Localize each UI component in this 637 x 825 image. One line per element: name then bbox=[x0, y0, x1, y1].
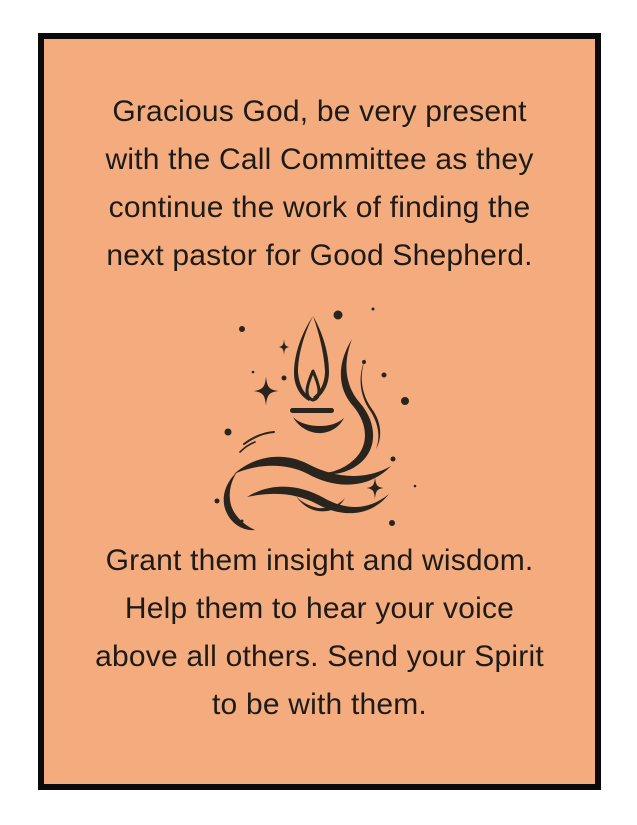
prayer-card bbox=[38, 33, 601, 790]
accent-arcs-icon bbox=[240, 432, 274, 452]
prayer-line: continue the work of finding the bbox=[108, 191, 531, 224]
lamp-rim-icon bbox=[290, 408, 334, 413]
closing-prayer bbox=[95, 537, 544, 729]
candle-illustration bbox=[180, 300, 460, 535]
prayer-line: with the Call Committee as they bbox=[105, 143, 534, 176]
inner-flame-icon bbox=[307, 371, 319, 400]
prayer-line: next pastor for Good Shepherd. bbox=[106, 239, 533, 272]
wave-swirl-icon bbox=[223, 457, 390, 530]
flame-icon bbox=[294, 316, 329, 401]
prayer-line: above all others. Send your Spirit bbox=[95, 640, 544, 673]
prayer-line: Gracious God, be very present bbox=[112, 95, 527, 128]
prayer-line: Help them to hear your voice bbox=[124, 592, 515, 625]
prayer-line: to be with them. bbox=[212, 688, 427, 721]
lamp-bowl-icon bbox=[293, 417, 344, 433]
dots-group bbox=[214, 308, 416, 527]
prayer-line: Grant them insight and wisdom. bbox=[105, 544, 534, 577]
opening-prayer bbox=[105, 88, 533, 280]
candle-flame-icon bbox=[180, 300, 460, 535]
